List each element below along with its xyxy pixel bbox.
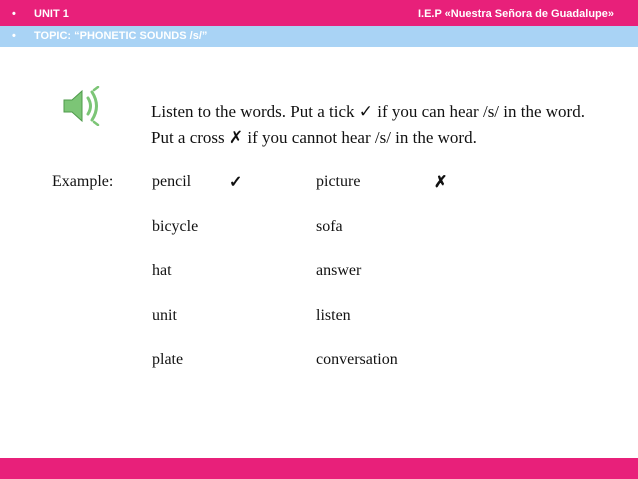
word-right-4: conversation [316, 351, 398, 368]
example-label: Example: [52, 173, 114, 190]
topic-label: TOPIC: “PHONETIC SOUNDS /s/” [34, 30, 208, 42]
school-name: I.E.P «Nuestra Señora de Guadalupe» [417, 8, 614, 20]
example-cross-mark: ✗ [434, 174, 448, 191]
instruction-line-1: Listen to the words. Put a tick ✓ if you can hear /s/ in the word. [151, 102, 585, 121]
instruction-line-2: Put a cross ✗ if you cannot hear /s/ in the word. [151, 128, 477, 147]
word-right-1: sofa [316, 218, 343, 235]
word-left-2: hat [152, 262, 172, 279]
topic-heading [12, 30, 207, 42]
unit-bullet: • [12, 8, 16, 20]
word-left-4: plate [152, 351, 184, 368]
example-tick-mark: ✓ [229, 174, 243, 191]
word-right-3: listen [316, 307, 351, 324]
example-word-right: picture [316, 173, 361, 190]
unit-heading [12, 8, 69, 20]
footer-bar [0, 458, 638, 479]
topic-bullet: • [12, 30, 16, 42]
word-right-2: answer [316, 262, 362, 279]
example-word-left: pencil [152, 173, 192, 190]
word-left-3: unit [152, 307, 177, 324]
word-left-1: bicycle [152, 218, 199, 235]
unit-label: UNIT 1 [34, 8, 69, 20]
speaker-icon[interactable] [62, 86, 106, 126]
